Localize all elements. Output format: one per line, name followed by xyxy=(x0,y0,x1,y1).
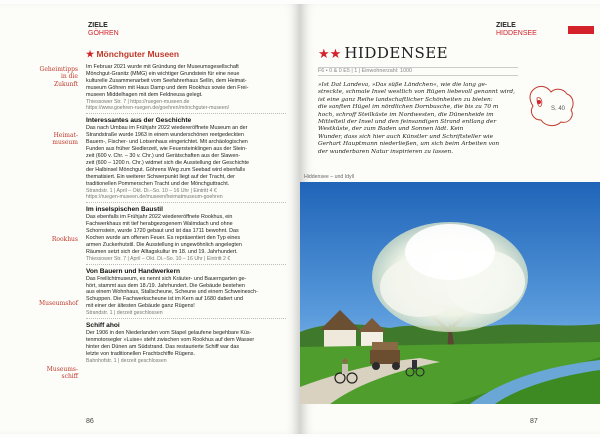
side-label-museumshof: Museumshof xyxy=(39,300,78,307)
header-section: ZIELE xyxy=(496,22,516,29)
photo-caption: Hiddensee – und Idyll xyxy=(304,174,354,180)
right-page xyxy=(300,4,600,434)
divider xyxy=(86,264,286,265)
locator-map-icon xyxy=(525,80,580,132)
chapter-tab xyxy=(568,26,594,34)
left-column xyxy=(86,64,286,365)
entry-meta: Strandstr. 1 | derzeit geschlossen xyxy=(86,310,163,317)
page-number-left: 86 xyxy=(86,418,94,425)
entry-body: Das Freilichtmuseum, es nennt sich Kräuter- und Bauerngarten ge- hört, stammt aus dem 18./19. Jahrhundert. Die Gebäude bestehen aus einem Wohnhaus, Stallscheune, Scheune und einem Schweinesch- Schuppen. Die Fachwerkscheune ist im Kern auf 1680 datiert und mit einer der ältesten Gebäude ganz Rügens! xyxy=(86,275,258,310)
side-label-heimatmuseum: Heimat- museum xyxy=(52,132,78,147)
side-label-geheimtipps: Geheimtipps in die Zukunft xyxy=(39,66,78,88)
intro-paragraph: Im Februar 2021 wurde mit Gründung der Museumsgesellschaft Mönchgut-Granitz (MMG) ein wichtiger Grundstein für eine neue kulturelle Zusammenarbeit vom Seefahrerhaus Sellin, dem Heimat- museum Göhren mit Haus Damp und dem Rookhus sowie den Frei- museen Middelhagen mit dem Feldneusa gelegt. xyxy=(86,64,249,98)
entry-rookhus xyxy=(86,206,286,264)
intro-paragraph: »Ist Dat Landeva, »Das süße Ländchen«, wie die lang ge- streckte, schmale Insel westlich von Rügen liebevoll genannt wird, ist eine ganz Reihe landschaftlicher Schönheiten zu bieten: die sanften Hügel im nördlichen Dornbusche, die bis zu 70 m hoch, schroff Steilküste im Nordwesten, die Dünenheide im Mittelteil der Insel und den feinsandigen Strand entlang der Westküste, der zum Baden und Sonnen lädt. Kein Wunder, dass sich hier auch Künstler und Schriftsteller wie Gerhart Hauptmann niederließen, um sich beim Arbeiten von der wunderbaren Natur inspirieren zu lassen. xyxy=(318,82,515,155)
section-title-text: Mönchguter Museen xyxy=(96,49,180,59)
entry-title: Im inselspischen Baustil xyxy=(86,206,163,214)
divider xyxy=(86,318,286,319)
entry-body: Der 1906 in den Niederlanden vom Stapel gelaufene begehbare Küs- tenmotorsegler »Luise« steht zwischen vom Rookhus auf dem Wasser hinter den Dünen am Südstrand. Das restaurierte Schiff war das letzte von traditionellen Frachtschiffe Rügens. xyxy=(86,330,255,357)
side-label-rookhus: Rookhus xyxy=(51,236,78,243)
entry-meta: Strandstr. 1 | April – Okt. Di.–So. 10 – 16 Uhr | Eintritt 4 € xyxy=(86,187,217,194)
entry-body: Das nach Umbau im Frühjahr 2022 wiedereröffnete Museum an der Strandstraße wurde 1963 in einem wunderschönen reetgedeckten Bauern-, Fischer- und Lotsenhaus eingerichtet. Mit archäologischen Funden aus früher Siedlerzeit, wie Feuersteinklingen aus der Stein- zeit (600 v. Chr. – 30 v. Chr.) und Gerätschaften aus der Slawen- zeit (600 – 1200 n. Chr.) widmet sich die Ausstellung der Geschichte der Halbinsel Mönchgut. Göhrens Weg zum Seebad wird ebenfalls thematisiert. Ein weiterer Schwerpunkt liegt auf der Tracht, der traditionellen Pommerschen Tracht und der Mönchguttracht. xyxy=(86,125,250,187)
entry-meta: Thiessower Str. 7 | April – Okt. Di.–So. 10 – 16 Uhr | Eintritt 2 € xyxy=(86,255,231,262)
page-title-text: HIDDENSEE xyxy=(344,44,449,62)
entry-body: Das ebenfalls im Frühjahr 2022 wiedereröffnete Rookhus, ein Fachwerkhaus mit tief herabgezogenem Walmdach und ohne Schornstein, wurde 1720 gebaut und ist das 1711 bewohnt. Das Kochen wurde am offenen Feuer. Es repräsentiert den Typ eines armen Zuckerhutstil. Die Ausstellung in ungewöhnlich angelegten Räumen setzt sich der Alltagskultur im 18. und 19. Jahrhundert. xyxy=(86,214,242,255)
intro-meta-link[interactable]: https://www.goehren-ruegen.de/goehren/mönchguter-museen/ xyxy=(86,105,230,112)
map-label: S. 40 xyxy=(551,106,566,112)
entry-meta: Bahnhofstr. 1 | derzeit geschlossen xyxy=(86,357,167,364)
entry-heimatmuseum xyxy=(86,117,286,203)
star-icon: ★ xyxy=(86,49,95,59)
entry-museumsschiff xyxy=(86,322,286,365)
right-running-header xyxy=(496,22,537,38)
title-meta: F6 • 0 & 0 E5 | 1 | Einwohnerzahl: 1000 xyxy=(318,67,518,76)
header-section: ZIELE xyxy=(88,22,108,29)
header-place: GÖHREN xyxy=(88,30,119,37)
hiddensee-photo xyxy=(300,182,600,404)
left-page xyxy=(0,4,300,434)
side-label-museumsschiff: Museums- schiff xyxy=(46,366,78,381)
page-number-right: 87 xyxy=(530,418,538,425)
entry-title: Interessantes aus der Geschichte xyxy=(86,117,192,125)
header-place: HIDDENSEE xyxy=(496,30,537,37)
entry-title: Schiff ahoi xyxy=(86,322,120,330)
divider xyxy=(86,202,286,203)
entry-title: Von Bauern und Handwerkern xyxy=(86,267,181,275)
page-title xyxy=(318,44,448,62)
left-running-header xyxy=(88,22,119,38)
rating-stars-icon: ★★ xyxy=(318,47,342,62)
divider xyxy=(86,113,286,114)
entry-museumshof xyxy=(86,268,286,319)
section-title xyxy=(86,49,179,60)
entry-link[interactable]: https://ruegen-museen.de/museen/heimatmuseum-goehren xyxy=(86,194,223,201)
intro-meta: Thiessower Str. 7 | https://ruegen-museen.de xyxy=(86,98,190,105)
